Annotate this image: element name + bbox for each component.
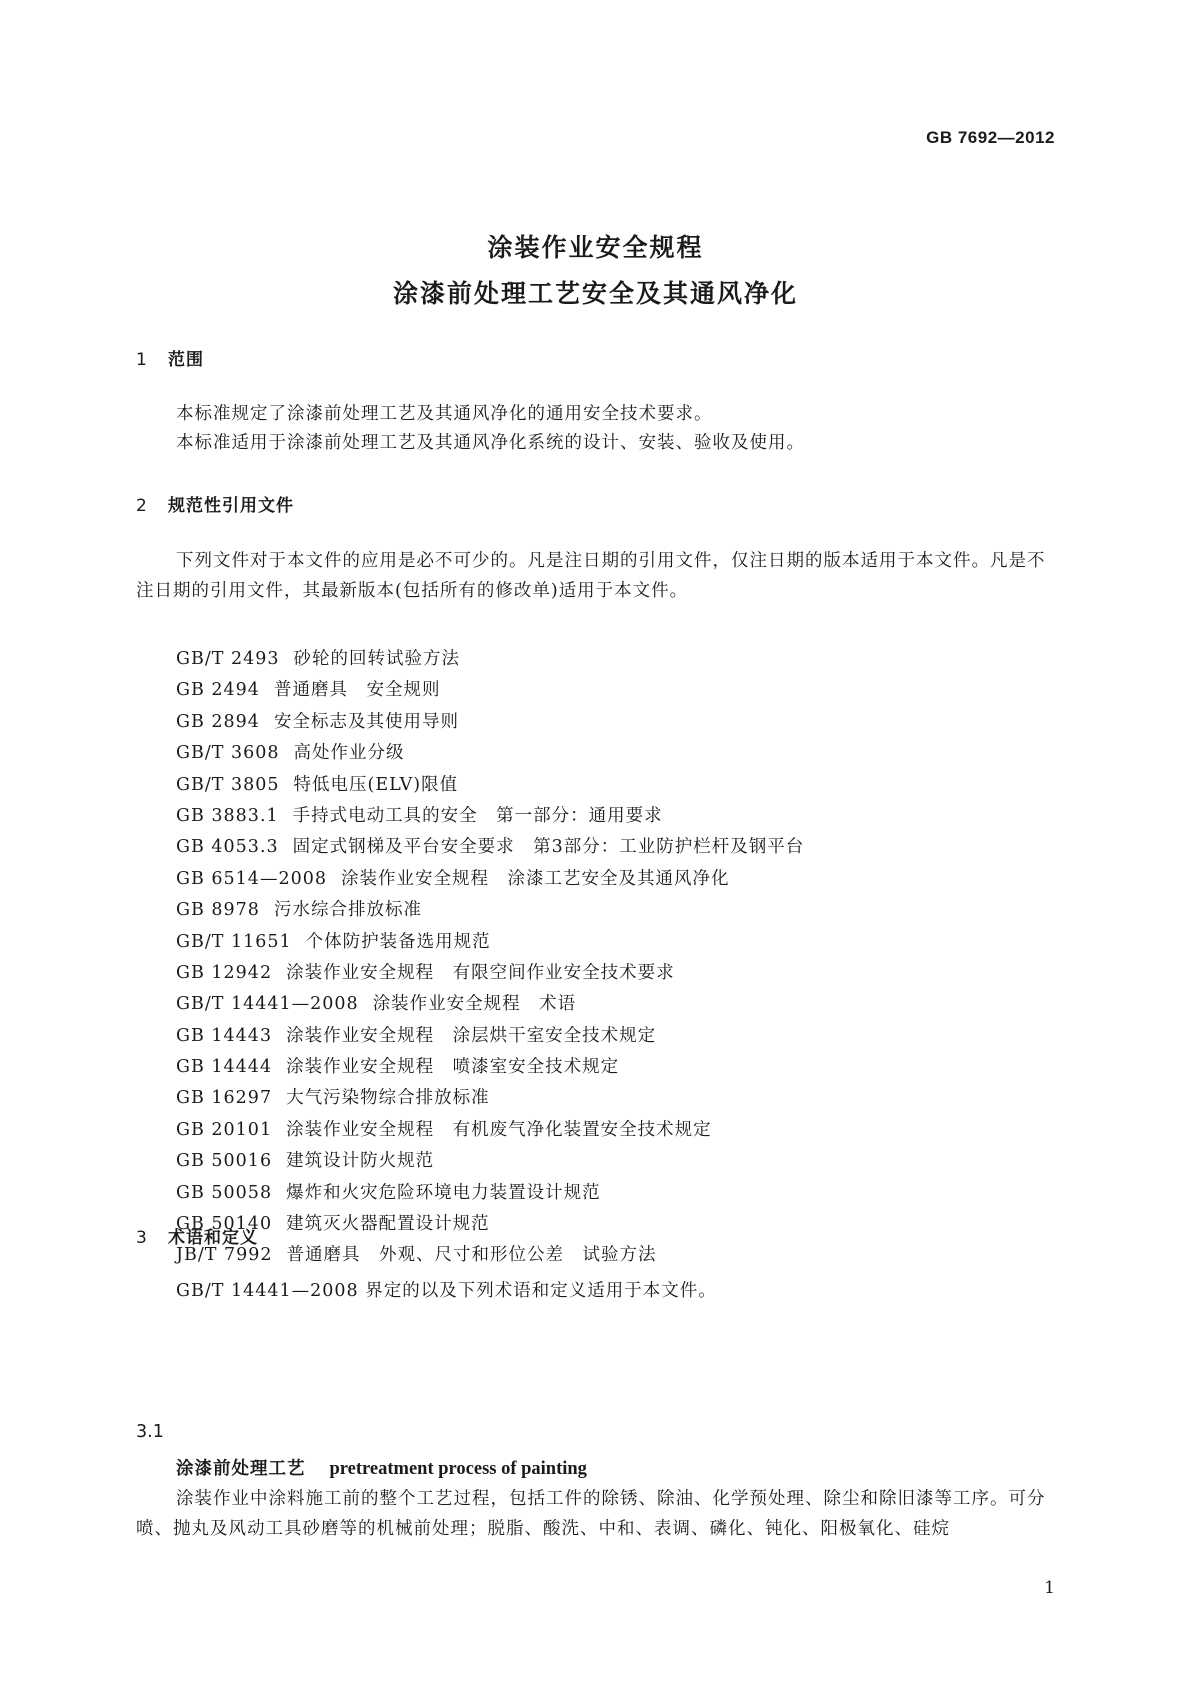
reference-code: GB/T 3608 xyxy=(176,743,280,764)
term-chinese: 涂漆前处理工艺 xyxy=(176,1459,306,1479)
reference-title: 爆炸和火灾危险环境电力装置设计规范 xyxy=(286,1182,601,1203)
reference-item xyxy=(176,1240,804,1271)
section-number: 1 xyxy=(136,350,148,370)
reference-item xyxy=(176,738,804,769)
reference-code: GB 14443 xyxy=(176,1025,273,1046)
reference-code: GB 50140 xyxy=(176,1214,273,1235)
term-definition xyxy=(136,1484,1056,1544)
section-heading-terms xyxy=(136,1223,258,1248)
reference-code: JB/T 7992 xyxy=(176,1245,273,1266)
page-number: 1 xyxy=(1044,1578,1055,1598)
reference-code: GB 6514—2008 xyxy=(176,868,327,889)
reference-title: 砂轮的回转试验方法 xyxy=(293,649,461,669)
section-title: 规范性引用文件 xyxy=(168,496,294,516)
reference-title: 涂装作业安全规程 涂层烘干室安全技术规定 xyxy=(286,1025,657,1046)
reference-code: GB 4053.3 xyxy=(176,837,279,858)
reference-code: GB 20101 xyxy=(176,1119,273,1140)
reference-code: GB 50016 xyxy=(176,1151,273,1172)
reference-code: GB/T 2493 xyxy=(176,649,280,669)
references-intro xyxy=(136,546,1056,606)
reference-title: 高处作业分级 xyxy=(293,743,405,764)
scope-paragraph-1 xyxy=(136,399,1056,429)
reference-item xyxy=(176,958,804,989)
reference-title: 涂装作业安全规程 有机废气净化装置安全技术规定 xyxy=(286,1119,712,1140)
reference-code: GB 50058 xyxy=(176,1182,273,1203)
reference-code: GB 2494 xyxy=(176,680,260,701)
term-definition-text: 涂装作业中涂料施工前的整个工艺过程，包括工件的除锈、除油、化学预处理、除尘和除旧漆等工序。可分喷、抛丸及风动工具砂磨等的机械前处理；脱脂、酸洗、中和、表调、磷化、钝化、阳极氧化、硅烷 xyxy=(136,1489,1046,1539)
reference-item xyxy=(176,1021,804,1052)
reference-item xyxy=(176,1052,804,1083)
title-line-2: 涂漆前处理工艺安全及其通风净化 xyxy=(392,279,798,308)
reference-title: 普通磨具 安全规则 xyxy=(273,680,441,701)
reference-item xyxy=(176,1115,804,1146)
reference-title: 固定式钢梯及平台安全要求 第3部分：工业防护栏杆及钢平台 xyxy=(292,837,805,858)
reference-item xyxy=(176,801,804,832)
reference-title: 建筑灭火器配置设计规范 xyxy=(286,1214,490,1235)
section-number: 2 xyxy=(136,496,148,516)
reference-item xyxy=(176,989,804,1020)
reference-item xyxy=(176,770,804,801)
reference-code: GB 14444 xyxy=(176,1057,273,1078)
reference-item xyxy=(176,644,804,675)
section-heading-normative-references xyxy=(136,491,294,516)
reference-item xyxy=(176,675,804,706)
scope-paragraph-2 xyxy=(136,428,1056,458)
reference-item xyxy=(176,832,804,863)
term-entry xyxy=(176,1455,587,1480)
reference-item xyxy=(176,707,804,738)
clause-number: 3.1 xyxy=(136,1422,164,1442)
section-title: 术语和定义 xyxy=(168,1228,258,1248)
reference-code: GB 8978 xyxy=(176,900,260,921)
reference-item xyxy=(176,927,804,958)
title-line-1: 涂装作业安全规程 xyxy=(487,233,704,262)
reference-title: 特低电压(ELV)限值 xyxy=(293,774,459,795)
reference-code: GB/T 3805 xyxy=(176,774,280,795)
scope-text-2: 本标准适用于涂漆前处理工艺及其通风净化系统的设计、安装、验收及使用。 xyxy=(176,433,805,453)
reference-item xyxy=(176,1178,804,1209)
reference-title: 涂装作业安全规程 喷漆室安全技术规定 xyxy=(286,1057,620,1078)
section-heading-scope xyxy=(136,345,204,370)
reference-title: 手持式电动工具的安全 第一部分：通用要求 xyxy=(292,805,663,826)
section-title: 范围 xyxy=(168,350,204,370)
reference-item xyxy=(176,1209,804,1240)
reference-title: 个体防护装备选用规范 xyxy=(305,931,491,952)
reference-item xyxy=(176,864,804,895)
reference-item xyxy=(176,1146,804,1177)
terms-intro-text: GB/T 14441—2008 界定的以及下列术语和定义适用于本文件。 xyxy=(176,1281,717,1301)
section-number: 3 xyxy=(136,1228,148,1248)
reference-title: 建筑设计防火规范 xyxy=(286,1151,435,1172)
reference-title: 涂装作业安全规程 涂漆工艺安全及其通风净化 xyxy=(340,868,730,889)
reference-title: 安全标志及其使用导则 xyxy=(273,711,459,732)
reference-title: 大气污染物综合排放标准 xyxy=(286,1088,490,1109)
reference-item xyxy=(176,895,804,926)
reference-title: 普通磨具 外观、尺寸和形位公差 试验方法 xyxy=(286,1245,657,1266)
reference-list xyxy=(176,644,804,1272)
standard-number: GB 7692—2012 xyxy=(926,128,1055,147)
references-intro-text: 下列文件对于本文件的应用是必不可少的。凡是注日期的引用文件，仅注日期的版本适用于本文件。凡是不注日期的引用文件，其最新版本(包括所有的修改单)适用于本文件。 xyxy=(136,551,1046,601)
reference-title: 涂装作业安全规程 术语 xyxy=(372,994,577,1015)
reference-title: 涂装作业安全规程 有限空间作业安全技术要求 xyxy=(286,962,675,983)
reference-code: GB 3883.1 xyxy=(176,805,279,826)
reference-code: GB/T 14441—2008 xyxy=(176,994,359,1015)
scope-text-1: 本标准规定了涂漆前处理工艺及其通风净化的通用安全技术要求。 xyxy=(176,404,713,424)
term-english: pretreatment process of painting xyxy=(329,1459,587,1479)
terms-intro xyxy=(136,1276,1056,1306)
reference-title: 污水综合排放标准 xyxy=(273,900,422,921)
reference-item xyxy=(176,1083,804,1114)
reference-code: GB 2894 xyxy=(176,711,260,732)
reference-code: GB 12942 xyxy=(176,962,273,983)
reference-code: GB/T 11651 xyxy=(176,931,292,952)
reference-code: GB 16297 xyxy=(176,1088,273,1109)
